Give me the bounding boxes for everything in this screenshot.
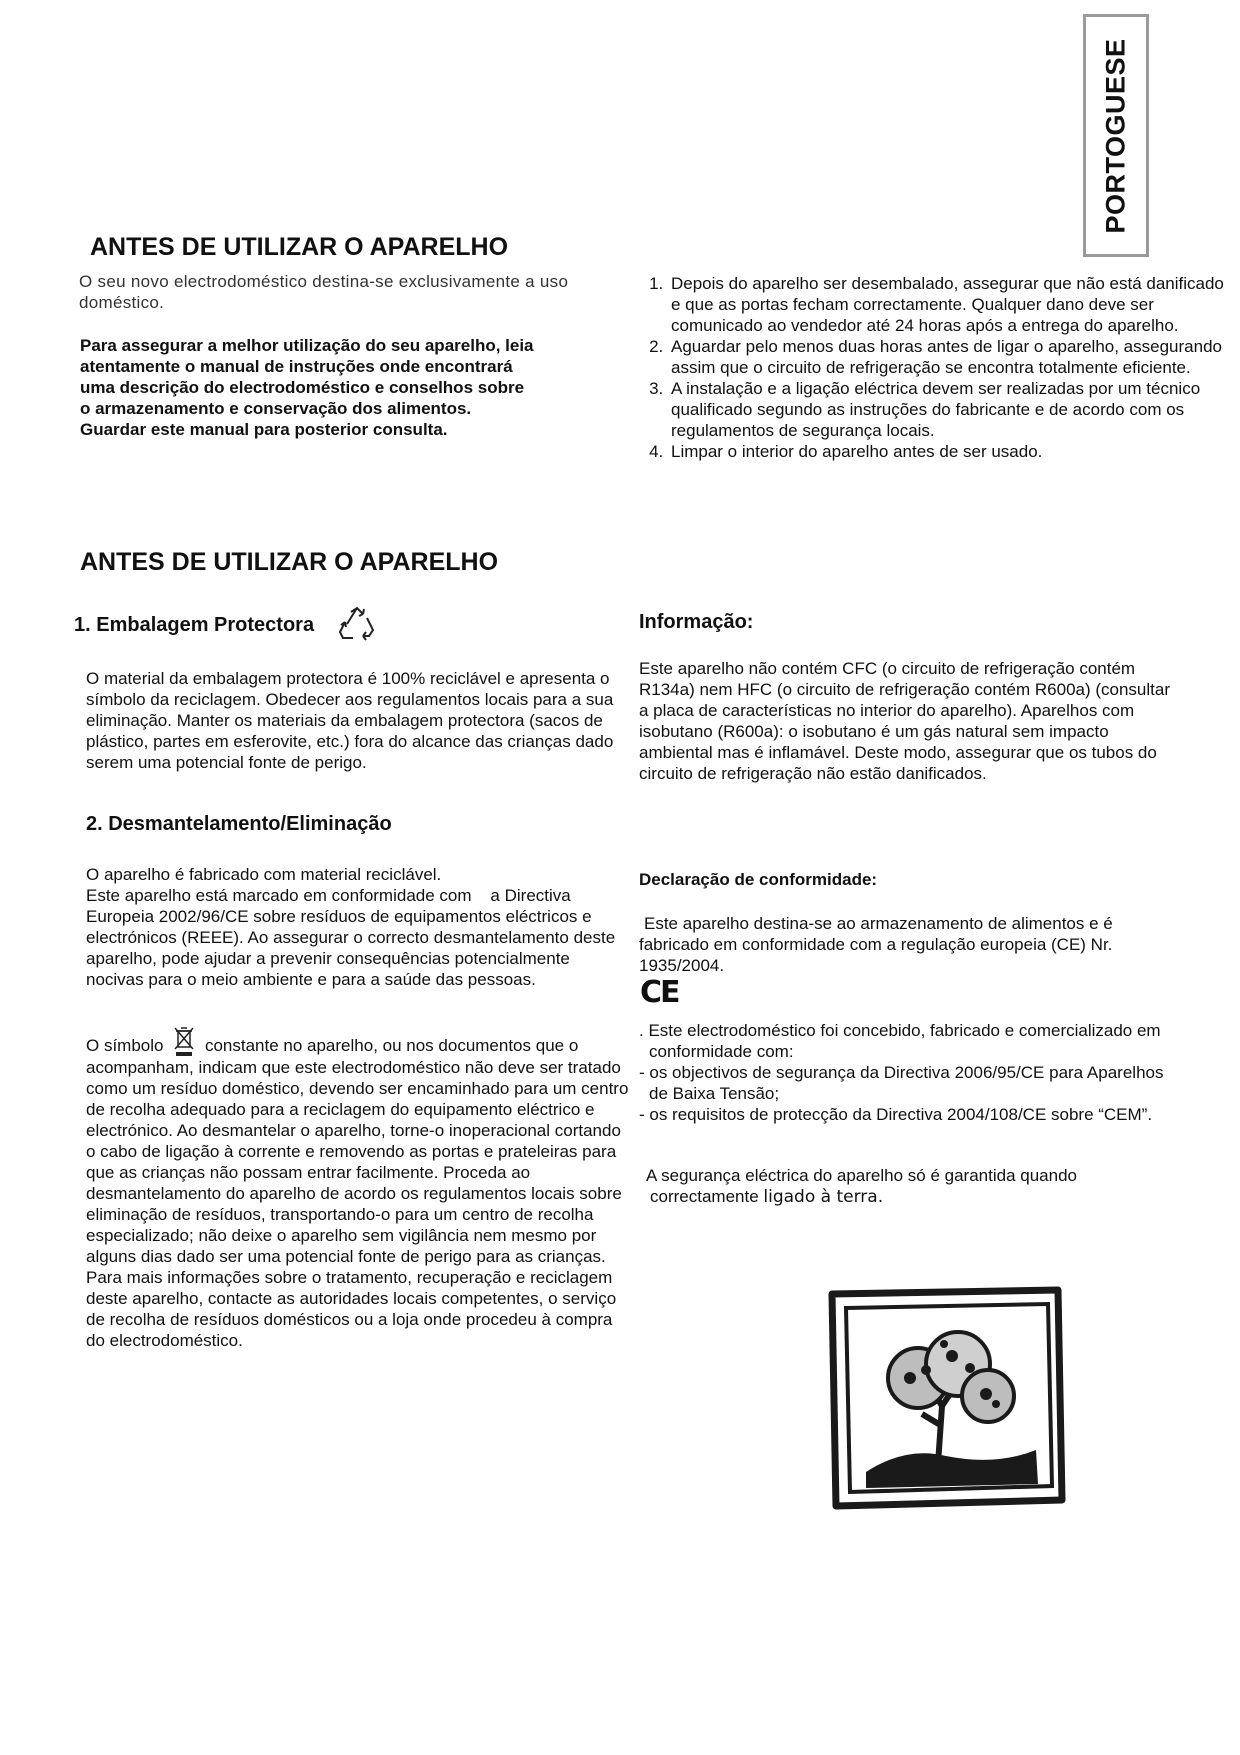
notice-line: Guardar este manual para posterior consulta. [80,420,448,439]
section1-intro: O seu novo electrodoméstico destina-se exclusivamente a uso doméstico. [79,272,569,312]
section1-title: ANTES DE UTILIZAR O APARELHO [90,233,509,261]
conformity-text: Este aparelho destina-se ao armazenamento de alimentos e é fabricado em conformidade com a regulação europeia (CE) Nr. 1935/2004. [639,914,1113,975]
compliance-item: - os objectivos de segurança da Directiva 2006/95/CE para Aparelhos de Baixa Tensão; [639,1063,1164,1103]
setup-step: 3. A instalação e a ligação eléctrica devem ser realizadas por um técnico qualificado segundo as instruções do fabricante e de acordo com os regulamentos de segurança locais. [668,378,1238,441]
setup-steps-list [648,273,1238,462]
packaging-heading: 1. Embalagem Protectora [74,613,315,636]
symbol-label: O símbolo [86,1036,164,1055]
setup-step: 1. Depois do aparelho ser desembalado, assegurar que não está danificado e que as portas fecham correctamente. Qualquer dano deve ser comunicado ao vendedor até 24 horas após a entrega do aparelho. [668,273,1238,336]
section2-title: ANTES DE UTILIZAR O APARELHO [80,548,499,576]
symbol-description: constante no aparelho, ou nos documentos que o acompanham, indicam que este electrodoméstico não deve ser tratado como um resíduo doméstico, devendo ser encaminhado para um centro de recolha adequado para a reciclagem do equipamento eléctrico e electrónico. Ao desmantelar o aparelho, torne-o inoperacional cortando o cabo de ligação à corrente e removendo as portas e prateleiras para que as crianças não possam entrar facilmente. Proceda ao desmantelamento do aparelho de acordo os regulamentos locais sobre eliminação de resíduos, transportando-o para um centro de recolha especializado; não deixe o aparelho sem vigilância nem mesmo por alguns dias dado ser uma potencial fonte de perigo para as crianças. Para mais informações sobre o tratamento, recuperação e reciclagem deste aparelho, contacte as autoridades locais competentes, o serviço de recolha de resíduos domésticos ou a loja onde procedeu à compra do electrodoméstico. [86,1036,629,1350]
language-tab-label: PORTOGUESE [1100,37,1131,234]
section1-notice [80,335,640,440]
notice-line: uma descrição do electrodoméstico e conselhos sobre [80,378,525,397]
language-tab [1083,14,1149,257]
conformity-heading: Declaração de conformidade: [639,870,878,889]
safety-note-emphasis: ligado à terra. [763,1187,884,1207]
setup-step: 4. Limpar o interior do aparelho antes de ser usado. [668,441,1238,462]
safety-note-text: A segurança eléctrica do aparelho só é garantida quando correctamente [646,1166,1077,1206]
crossed-bin-icon [172,1025,196,1057]
compliance-list [639,1062,1184,1125]
ce-mark-label: CE [640,975,679,1010]
disposal-heading: 2. Desmantelamento/Eliminação [86,813,392,835]
packaging-text: O material da embalagem protectora é 100% reciclável e apresenta o símbolo da reciclagem. Obedecer aos regulamentos locais para a sua eliminação. Manter os materiais da embalagem protectora (sacos de plástico, partes em esferovite, etc.) fora do alcance das crianças dado serem uma potencial fonte de perigo. [86,669,614,772]
setup-step: 2. Aguardar pelo menos duas horas antes de ligar o aparelho, assegurando assim que o circuito de refrigeração se encontra totalmente eficiente. [668,336,1238,378]
notice-line: atentamente o manual de instruções onde encontrará [80,357,513,376]
notice-line: Para assegurar a melhor utilização do seu aparelho, leia [80,336,534,355]
compliance-intro: . Este electrodoméstico foi concebido, fabricado e comercializado em conformidade com: [639,1021,1161,1061]
recycle-icon [337,606,377,644]
compliance-item: - os requisitos de protecção da Directiva 2004/108/CE sobre “CEM”. [639,1105,1153,1124]
disposal-paragraph-1 [86,864,628,990]
safety-note [646,1165,1170,1208]
eco-tree-logo [826,1286,1066,1510]
disposal-paragraph-2 [86,1025,634,1351]
disposal-text: Este aparelho está marcado em conformidade com a Directiva Europeia 2002/96/CE sobre resíduos de equipamentos eléctricos e electrónicos (REEE). Ao assegurar o correcto desmantelamento deste aparelho, pode ajudar a prevenir consequências potencialmente nocivas para o meio ambiente e para a saúde das pessoas. [86,886,620,989]
notice-line: o armazenamento e conservação dos alimentos. [80,399,472,418]
disposal-line: O aparelho é fabricado com material reciclável. [86,865,442,884]
information-text: Este aparelho não contém CFC (o circuito de refrigeração contém R134a) nem HFC (o circuito de refrigeração contém R600a) (consultar a placa de características no interior do aparelho). Aparelhos com isobutano (R600a): o isobutano é um gás natural sem impacto ambiental mas é inflamável. Deste modo, assegurar que os tubos do circuito de refrigeração não estão danificados. [639,659,1171,783]
packaging-header [74,606,634,646]
conformity-compliance [639,1020,1184,1125]
information-heading: Informação: [639,611,754,633]
ce-mark [640,975,684,1010]
